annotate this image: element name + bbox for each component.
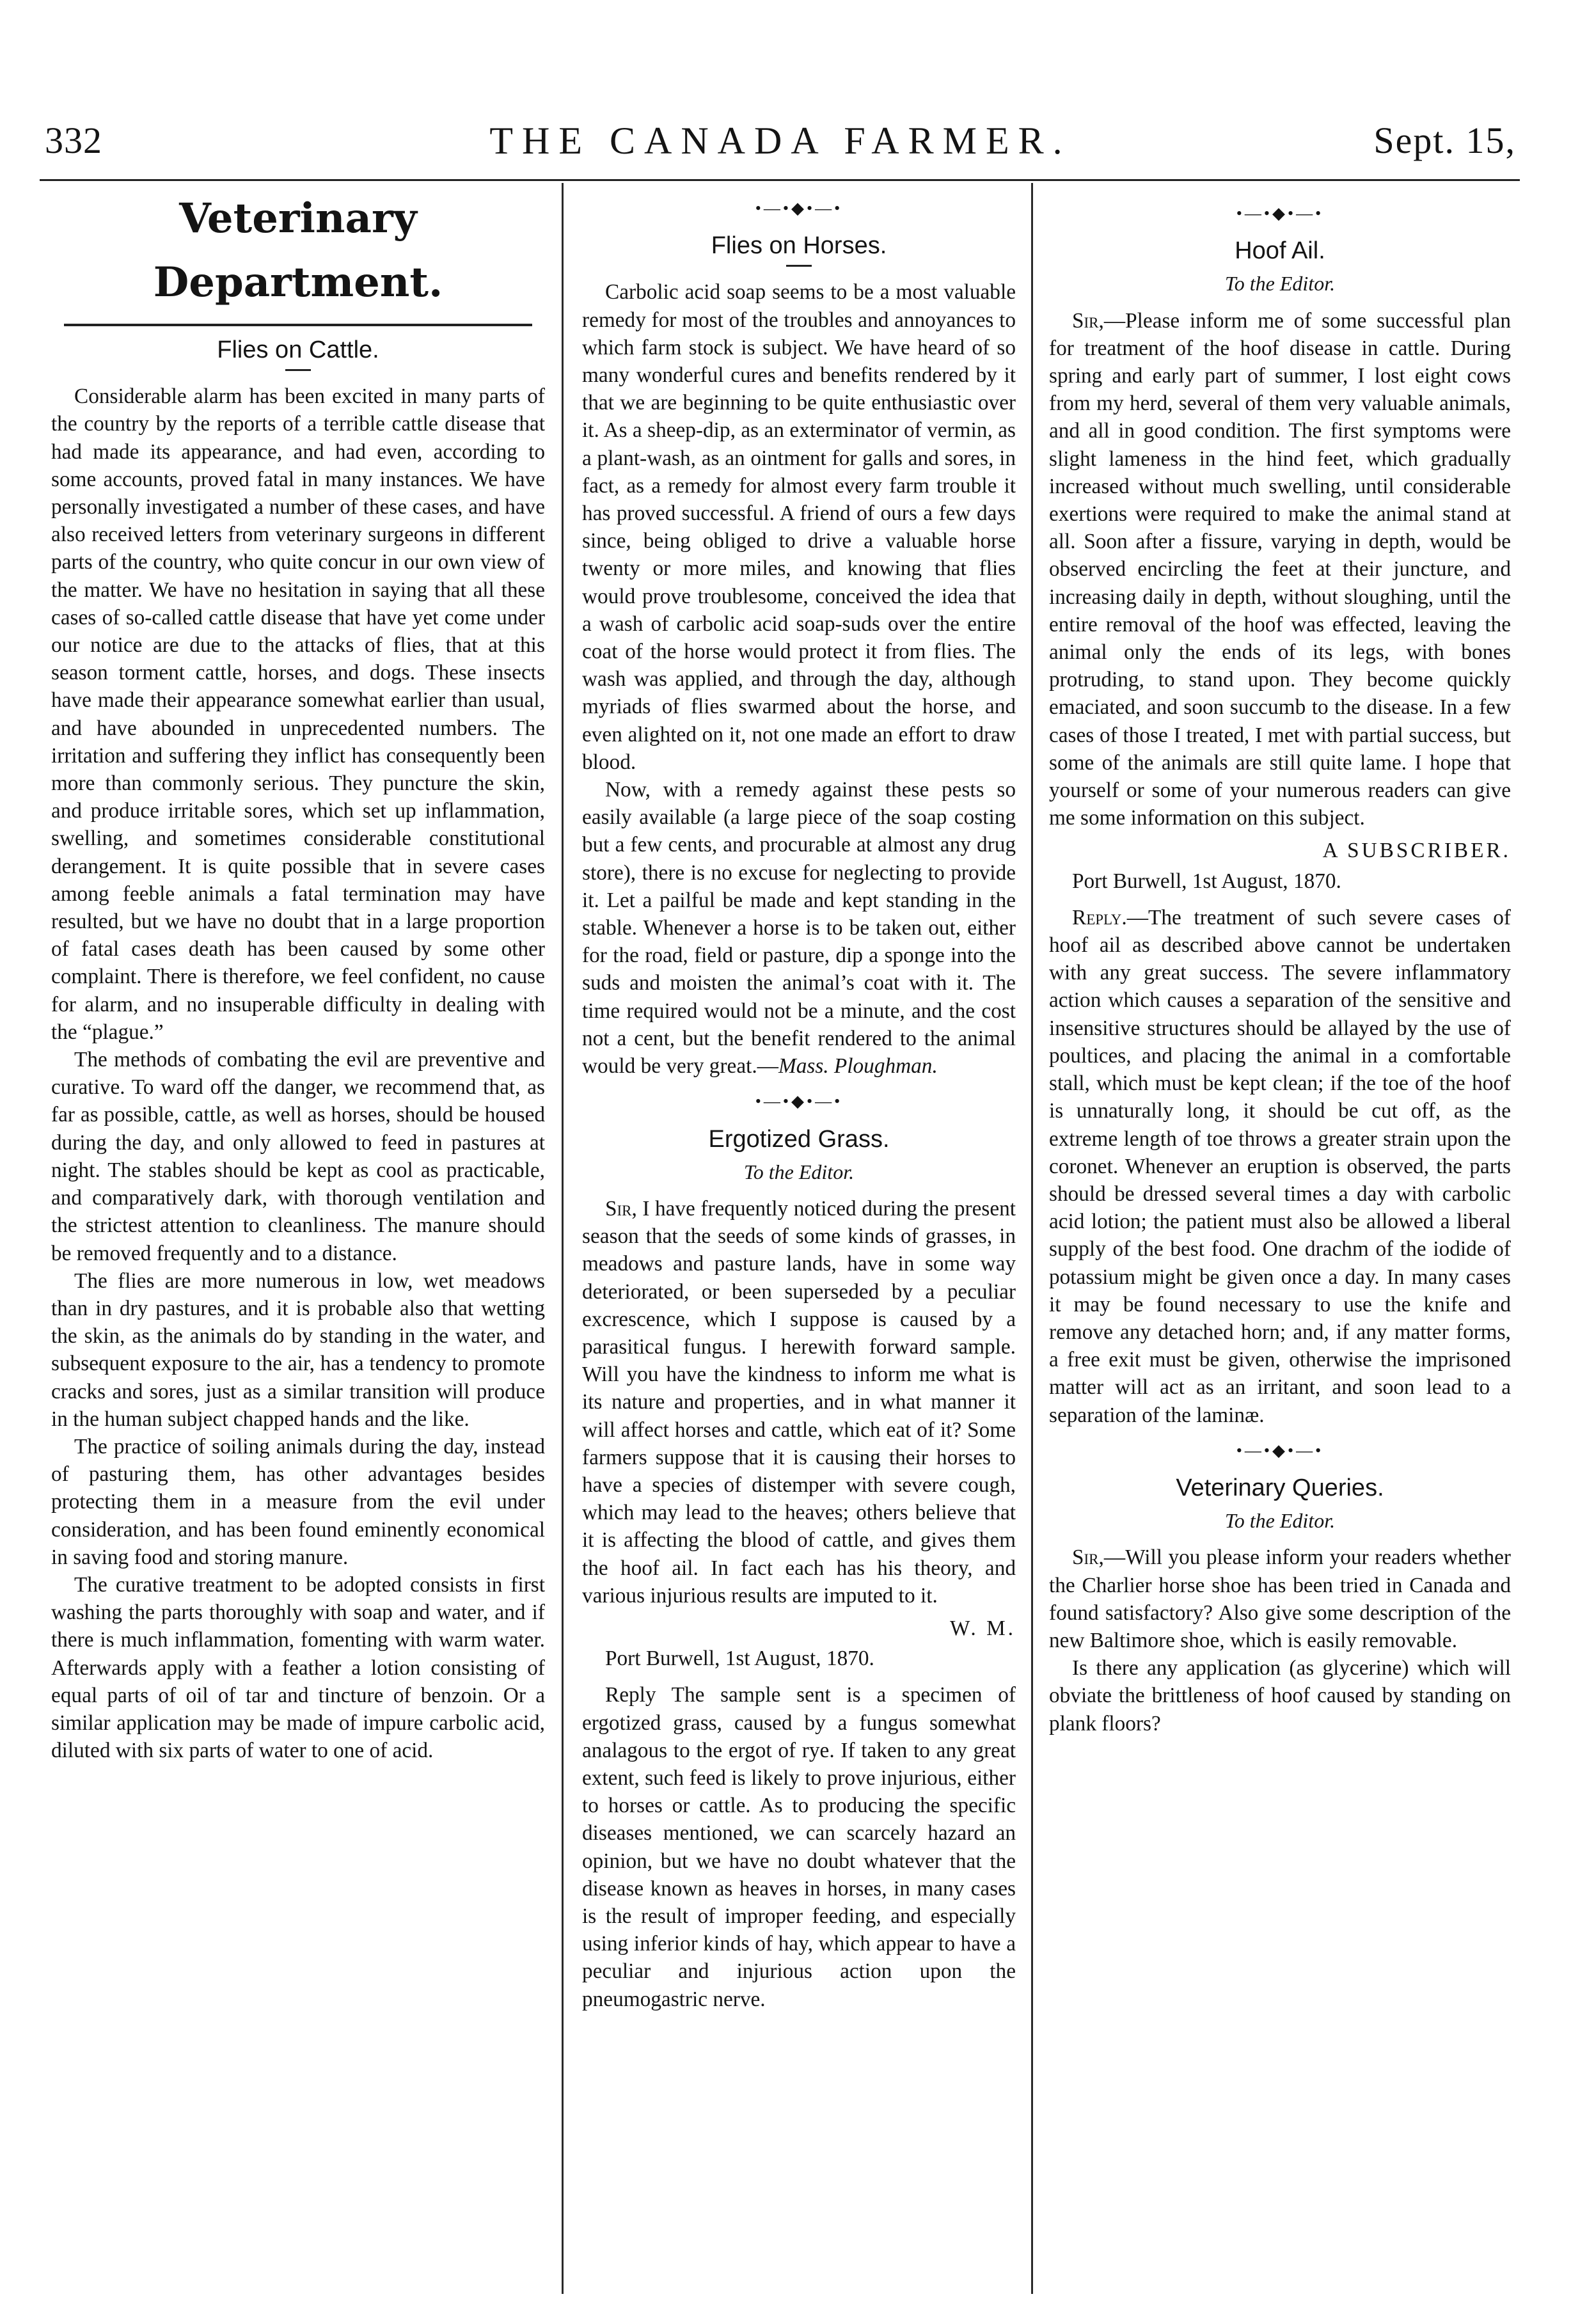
column-rule-1 bbox=[562, 183, 564, 2294]
place-date: Port Burwell, 1st August, 1870. bbox=[605, 1647, 874, 1671]
article-title-flies-horses: Flies on Horses. bbox=[711, 232, 887, 260]
place-date: Port Burwell, 1st August, 1870. bbox=[1072, 869, 1341, 893]
article-source: Mass. Ploughman. bbox=[778, 1054, 938, 1079]
letter-text: —Please inform me of some successful plan for treatment of the hoof disease in cattle. During spring and early part of summer, I lost eight cows from my herd, several of them very valuable animals, and all in good condition. The first symptoms were slight lameness in the hind feet, which gradually increased without much swelling, until considerable exertions were required to make the animal stand at all. Soon after a fissure, varying in depth, would be observed encircling the feet at their juncture, and increasing daily in depth, without sloughing, until the entire removal of the hoof was effected, leaving the animal only the ends of its legs, with bones protruding, to stand upon. They become quickly emaciated, and soon succumb to the disease. In a few cases of those I treated, I met with partial success, but some of the animals are still quite lame. I hope that yourself or some of your numerous readers can give me some information on this subject. bbox=[1049, 308, 1511, 830]
column-2 bbox=[582, 187, 1016, 2013]
paragraph: The methods of combating the evil are preventive and curative. To ward off the danger, we recommend that, as far as possible, cattle, as well as horses, should be housed during the day, and only allowed to feed in pastures at night. The stables should be kept as cool as practicable, and comparatively dark, with thorough ventilation and the strictest attention to cleanliness. The manure should be removed frequently and to a distance. bbox=[51, 1048, 545, 1265]
paragraph-text: Now, with a remedy against these pests so easily available (a large piece of the soap costing but a few cents, and procurable at almost any drug store), there is no excuse for neglecting to provide it. Let a pailful be made and kept standing in the stable. Whenever a horse is to be taken out, either for the road, field or pasture, dip a sponge into the suds and moisten the animal’s coat with it. The time required would not be a minute, and the cost not a cent, but the benefit rendered to the animal would be very great.— bbox=[582, 778, 1016, 1079]
article-title-ergotized: Ergotized Grass. bbox=[708, 1125, 890, 1153]
ornament-divider: •—•◆•—• bbox=[755, 199, 843, 217]
paragraph: Considerable alarm has been excited in many parts of the country by the reports of a terrible cattle disease that had made its appearance, and had even, according to some accounts, proved fatal in many instances. We have personally investigated a number of these cases, and have also received letters from veterinary surgeons in different parts of the country, who quite concur in our own view of the matter. We have no hesitation in saying that all these cases of so-called cattle disease that have yet come under our notice are due to the attacks of flies, that at this season torment cattle, horses, and dogs. These insects have made their appearance somewhat earlier than usual, and have abounded in unprecedented numbers. The irritation and suffering they inflict has consequently been more than commonly serious. They puncture the skin, and produce irritable sores, which set up inflammation, swelling, and sometimes considerable constitutional derangement. It is quite possible that in severe cases among feeble animals a fatal termination may have resulted, but we have no doubt that in a large proportion of fatal cases death has been caused by some other complaint. There is therefore, we feel confident, no cause for alarm, and no insuperable difficulty in dealing with the “plague.” bbox=[51, 384, 545, 1044]
issue-date: Sept. 15, bbox=[1373, 120, 1516, 161]
paragraph: The practice of soiling animals during the day, instead of pasturing them, has other advantages besides protecting them in a measure from the evil under consideration, and has been found eminently economical in saving food and storing manure. bbox=[51, 1434, 545, 1569]
column-1 bbox=[51, 187, 545, 1764]
reply-text: .—The treatment of such severe cases of hoof ail as described above cannot be undertaken with any great success. The severe inflammatory action which causes a separation of the sensitive and insensitive structures should be allayed by the use of poultices, and placing the animal in a comfortable stall, which must be kept clean; if the toe of the hoof is unnaturally long, it should be cut off, as the extreme length of toe throws a greater strain upon the coronet. Whenever an eruption is observed, the parts should be dressed several times a day with carbolic acid lotion; the patient must also be allowed a liberal supply of the best food. One drachm of the iodide of potassium might be given once a day. In many cases it may be found necessary to use the knife and remove any detached horn; and, if any matter forms, a free exit must be given, otherwise the imprisoned matter will act as an irritant, and soon lead to a separation of the laminæ. bbox=[1049, 905, 1511, 1427]
title-dash bbox=[285, 369, 311, 371]
article-title-flies-cattle: Flies on Cattle. bbox=[217, 336, 379, 363]
letter-paragraph bbox=[1049, 1544, 1511, 1654]
to-editor: To the Editor. bbox=[743, 1160, 855, 1183]
signature: W. M. bbox=[950, 1616, 1016, 1640]
reply-paragraph bbox=[582, 1681, 1016, 2012]
salutation: Sir, bbox=[1072, 308, 1104, 333]
reply-label: Reply bbox=[605, 1683, 656, 1707]
section-rule bbox=[64, 324, 532, 326]
signature: A SUBSCRIBER. bbox=[1322, 839, 1511, 863]
salutation: Sir, bbox=[605, 1196, 637, 1221]
ornament-divider: •—•◆•—• bbox=[1236, 204, 1324, 223]
paragraph: Carbolic acid soap seems to be a most valuable remedy for most of the troubles and annoyances to which farm stock is subject. We have heard of so many wonderful cures and benefits rendered by it that we are beginning to be quite enthusiastic over it. As a sheep-dip, as an exterminator of vermin, as a plant-wash, as an ointment for galls and sores, in fact, as a remedy for almost every farm trouble it has proved successful. A friend of ours a few days since, being obliged to drive a valuable horse twenty or more miles, and knowing that flies would prove troublesome, conceived the idea that a wash of carbolic acid soap-suds over the entire coat of the horse would protect it from flies. The wash was applied, and through the day, although myriads of flies swarmed about the horse, and even alighted on it, not one made an effort to draw blood. bbox=[582, 280, 1016, 774]
paragraph: The flies are more numerous in low, wet meadows than in dry pastures, and it is probable also that wetting the skin, as the animals do by standing in the water, and subsequent exposure to the air, has a tendency to promote cracks and sores, just as a similar transition will produce in the human subject chapped hands and the like. bbox=[51, 1269, 545, 1431]
salutation: Sir, bbox=[1072, 1545, 1104, 1570]
ornament-divider: •—•◆•—• bbox=[1236, 1441, 1324, 1460]
article-title-hoof-ail: Hoof Ail. bbox=[1235, 237, 1325, 265]
section-title: Veterinary Department. bbox=[153, 194, 443, 306]
letter-paragraph: Is there any application (as glycerine) which will obviate the brittleness of hoof caused by standing on plank floors? bbox=[1049, 1656, 1511, 1735]
column-3 bbox=[1049, 192, 1511, 1737]
page-header bbox=[45, 119, 1516, 170]
paragraph bbox=[582, 776, 1016, 1080]
column-rule-2 bbox=[1031, 183, 1033, 2294]
letter-paragraph bbox=[1049, 307, 1511, 832]
letter-text: I have frequently noticed during the present season that the seeds of some kinds of grasses, in meadows and pasture lands, have in some way deteriorated, or been superseded by a peculiar excrescence, which I suppose is caused by a parasitical fungus. I herewith forward sample. Will you have the kindness to inform me what is its nature and properties, and in what manner it will affect horses and cattle, which eat of it? Some farmers suppose that it is causing their horses to have a species of distemper with severe cough, which may lead to the heaves; others believe that it is affecting the blood of cattle, and gives them the hoof ail. In fact each has his theory, and various injurious results are imputed to it. bbox=[582, 1196, 1016, 1608]
page-number: 332 bbox=[45, 120, 102, 161]
letter-text: —Will you please inform your readers whether the Charlier horse shoe has been tried in Canada and found satisfactory? Also give some description of the new Baltimore shoe, which is easily removable. bbox=[1049, 1545, 1511, 1652]
reply-text: The sample sent is a specimen of ergotized grass, caused by a fungus somewhat analagous to the ergot of rye. If taken to any great extent, such feed is likely to prove injurious, either to horses or cattle. As to producing the specific diseases mentioned, we can scarcely hazard an opinion, but we have no doubt whatever that the disease known as heaves in horses, in many cases is the result of improper feeding, and especially using inferior kinds of hay, which appear to have a peculiar and injurious action upon the pneumogastric nerve. bbox=[582, 1683, 1016, 2011]
paragraph: The curative treatment to be adopted consists in first washing the parts thoroughly with soap and water, and if there is much inflammation, fomenting with warm water. Afterwards apply with a feather a lotion consisting of equal parts of oil of tar and tincture of benzoin. Or a similar application may be made of impure carbolic acid, diluted with six parts of water to one of acid. bbox=[51, 1572, 545, 1763]
header-rule bbox=[40, 179, 1520, 181]
reply-paragraph bbox=[1049, 904, 1511, 1429]
newspaper-title: THE CANADA FARMER. bbox=[489, 120, 1071, 162]
article-title-queries: Veterinary Queries. bbox=[1176, 1474, 1384, 1501]
letter-paragraph bbox=[582, 1195, 1016, 1609]
to-editor: To the Editor. bbox=[1224, 272, 1336, 296]
to-editor: To the Editor. bbox=[1224, 1509, 1336, 1533]
title-dash bbox=[786, 265, 812, 267]
ornament-divider: •—•◆•—• bbox=[755, 1092, 843, 1111]
reply-label: Reply bbox=[1072, 905, 1122, 929]
